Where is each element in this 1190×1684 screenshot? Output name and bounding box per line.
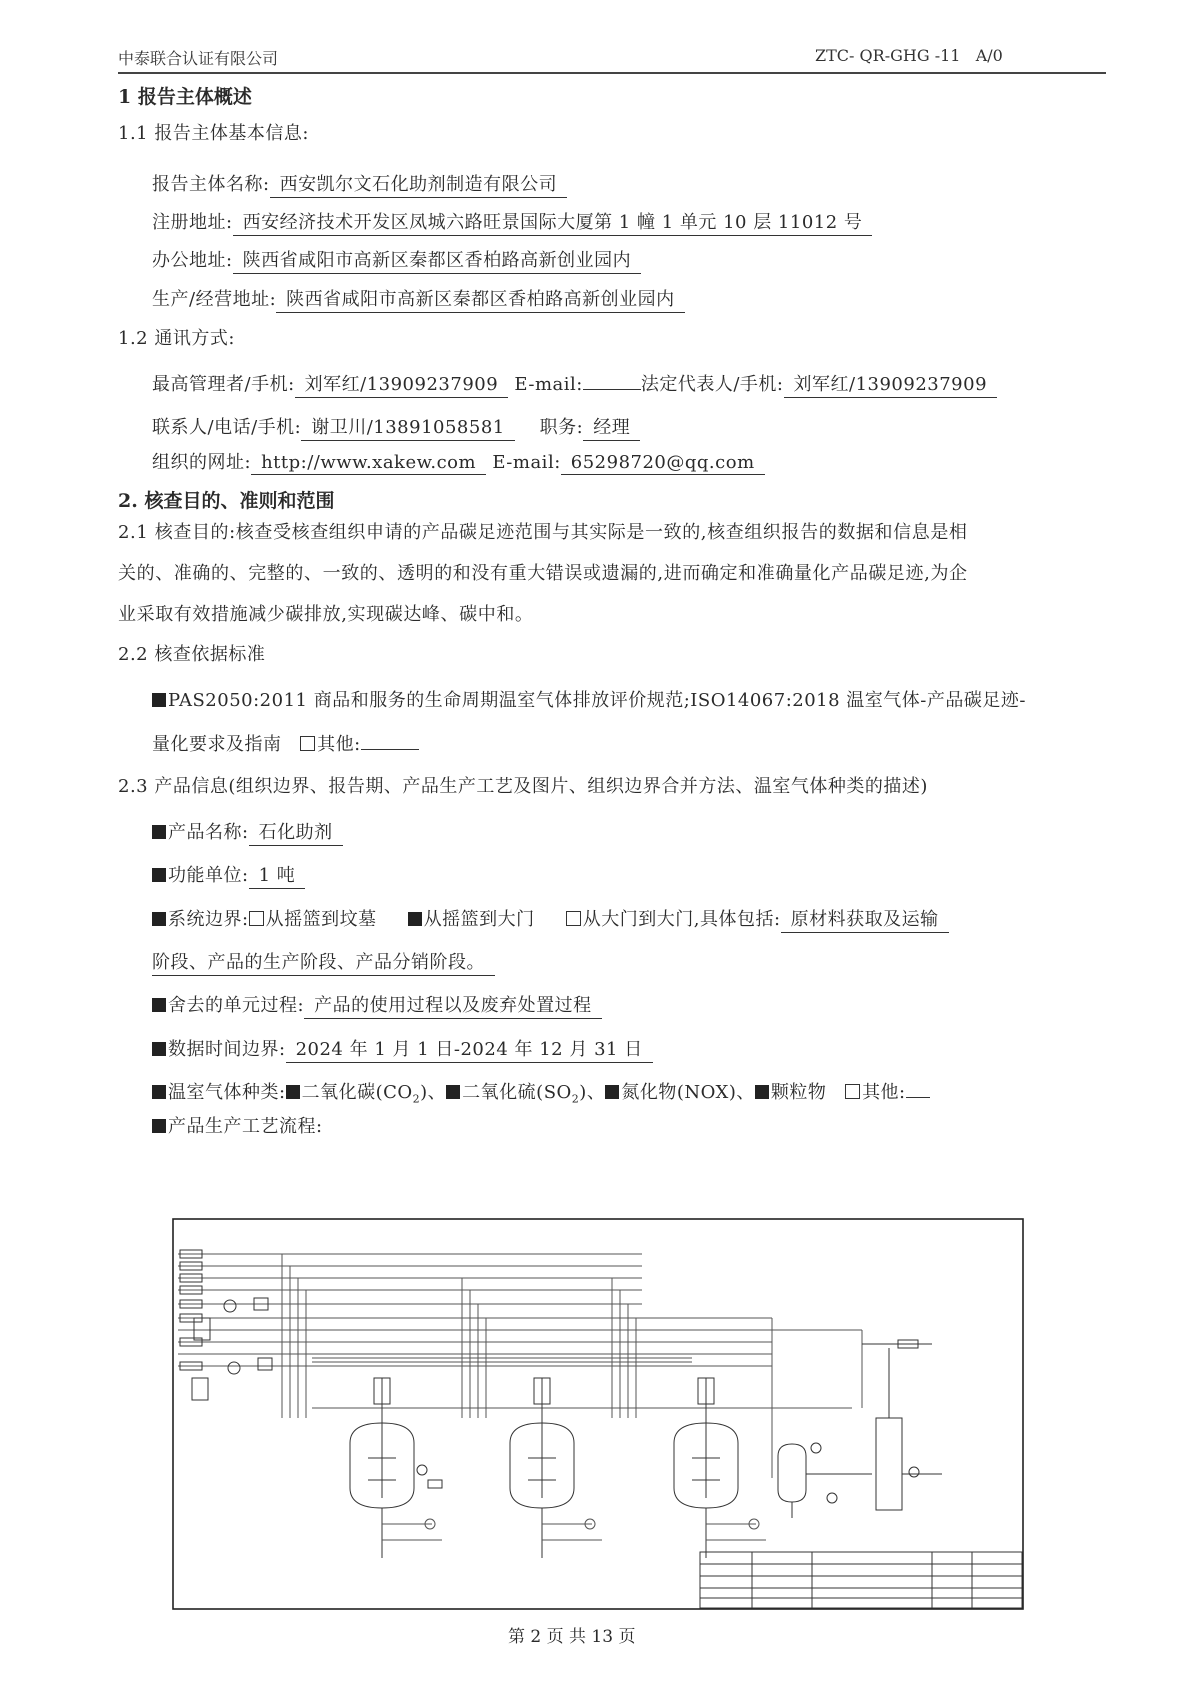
- unchecked-box-icon: [845, 1084, 860, 1099]
- entity-name-label: 报告主体名称:: [152, 174, 270, 195]
- checked-box-icon: [152, 998, 166, 1012]
- time-boundary-row: [152, 1035, 653, 1063]
- checked-box-icon: [152, 825, 166, 839]
- ghg-pm: 颗粒物: [770, 1082, 827, 1103]
- email2-value: 65298720@qq.com: [561, 452, 765, 475]
- duty-value: 经理: [583, 413, 640, 441]
- checked-box-icon: [286, 1085, 300, 1099]
- section-1-title: 1 报告主体概述: [118, 86, 252, 108]
- receiver-vessel: [778, 1443, 872, 1518]
- process-flow-diagram: [172, 1218, 1024, 1610]
- doc-code: [815, 46, 1003, 65]
- functional-unit-value: 1 吨: [249, 861, 306, 889]
- ghg-so2-close: ): [579, 1082, 587, 1103]
- contact-value: 谢卫川/13891058581: [301, 413, 515, 441]
- checked-box-icon: [605, 1085, 619, 1099]
- header-rule: [118, 72, 1106, 74]
- section-2-title: 2. 核查目的、准则和范围: [118, 490, 335, 512]
- email1-label: E-mail:: [514, 374, 583, 395]
- reactor-1: [350, 1378, 442, 1558]
- unchecked-box-icon: [249, 911, 264, 926]
- contact-row: [152, 413, 640, 441]
- website-row: [152, 448, 765, 475]
- ghg-label: 温室气体种类:: [168, 1082, 286, 1103]
- unchecked-box-icon: [300, 736, 315, 751]
- ghg-other-value: [906, 1096, 930, 1098]
- page-number: 第 2 页 共 13 页: [508, 1627, 636, 1647]
- system-boundary-label: 系统边界:: [168, 909, 249, 930]
- checked-box-icon: [446, 1085, 460, 1099]
- checked-box-icon: [152, 1085, 166, 1099]
- boundary-detail-1: 原材料获取及运输: [781, 905, 949, 933]
- product-name-label: 产品名称:: [168, 822, 249, 843]
- standard-other-label: 其他:: [317, 734, 361, 755]
- ghg-co2: 二氧化碳(CO: [301, 1082, 413, 1103]
- contact-label: 联系人/电话/手机:: [152, 417, 302, 438]
- section-1-2-title: 1.2 通讯方式:: [118, 328, 235, 349]
- ghg-so2: 二氧化硫(SO: [462, 1082, 572, 1103]
- manager-value: 刘军红/13909237909: [295, 370, 509, 398]
- ghg-row: 温室气体种类: 二氧化碳$(CO_2)$、 二氧化硫$(SO_2)$、 氮化物(NOX)、 颗粒物 其他:: [152, 1078, 930, 1106]
- reg-address-label: 注册地址:: [152, 212, 233, 233]
- reg-address-row: [152, 208, 872, 236]
- system-boundary-row-2: [152, 948, 495, 976]
- standard-other-value: [361, 748, 419, 750]
- standard-line-1: [152, 686, 1026, 712]
- excluded-process-row: [152, 991, 602, 1019]
- boundary-option-2: 从摇篮到大门: [423, 909, 535, 930]
- standard-text-1: PAS2050:2011 商品和服务的生命周期温室气体排放评价规范;ISO14067:2018 温室气体-产品碳足迹-: [168, 690, 1026, 711]
- email2-label: E-mail:: [492, 452, 561, 473]
- column: [862, 1340, 942, 1510]
- legal-rep-value: 刘军红/13909237909: [784, 370, 998, 398]
- ghg-nox: 氮化物(NOX): [621, 1082, 737, 1103]
- manager-label: 最高管理者/手机:: [152, 374, 295, 395]
- section-2-1-line-2: 关的、准确的、完整的、一致的、透明的和没有重大错误或遗漏的,进而确定和准确量化产品碳足迹,为企: [118, 563, 968, 584]
- legal-rep-label: 法定代表人/手机:: [640, 374, 784, 395]
- boundary-option-1: 从摇篮到坟墓: [265, 909, 377, 930]
- duty-label: 职务:: [539, 417, 584, 438]
- doc-code-text: ZTC- QR-GHG -11: [815, 46, 961, 65]
- checked-box-icon: [408, 912, 422, 926]
- excluded-process-value: 产品的使用过程以及废弃处置过程: [304, 991, 602, 1019]
- checked-box-icon: [152, 1119, 166, 1133]
- ghg-co2-close: ): [420, 1082, 428, 1103]
- section-2-3-title: 2.3 产品信息(组织边界、报告期、产品生产工艺及图片、组织边界合并方法、温室气体种类的描述): [118, 776, 928, 797]
- manager-row: [152, 370, 997, 398]
- entity-name-row: [152, 170, 567, 198]
- section-2-2-title: 2.2 核查依据标准: [118, 644, 266, 665]
- office-address-label: 办公地址:: [152, 250, 233, 271]
- checked-box-icon: [152, 912, 166, 926]
- prod-address-row: [152, 285, 685, 313]
- header-pipes: [178, 1254, 852, 1408]
- product-name-value: 石化助剂: [249, 818, 343, 846]
- section-1-1-title: 1.1 报告主体基本信息:: [118, 123, 309, 144]
- office-address-value: 陕西省咸阳市高新区秦都区香柏路高新创业园内: [233, 246, 642, 274]
- boundary-detail-2: 阶段、产品的生产阶段、产品分销阶段。: [152, 948, 495, 976]
- ghg-so2-sub: 2: [571, 1092, 580, 1106]
- time-boundary-value: 2024 年 1 月 1 日-2024 年 12 月 31 日: [286, 1035, 653, 1063]
- prod-address-label: 生产/经营地址:: [152, 289, 277, 310]
- title-block: [700, 1552, 1022, 1608]
- excluded-process-label: 舍去的单元过程:: [168, 995, 305, 1016]
- checked-box-icon: [755, 1085, 769, 1099]
- reactor-2: [510, 1378, 574, 1558]
- time-boundary-label: 数据时间边界:: [168, 1039, 286, 1060]
- website-value: http://www.xakew.com: [251, 452, 486, 475]
- feed-pumps: [192, 1298, 272, 1400]
- checked-box-icon: [152, 1042, 166, 1056]
- ghg-co2-sub: 2: [412, 1092, 421, 1106]
- inlet-stubs: [180, 1250, 202, 1370]
- standard-text-2: 量化要求及指南: [152, 734, 282, 755]
- reactor-3: [674, 1378, 738, 1558]
- reg-address-value: 西安经济技术开发区凤城六路旺景国际大厦第 1 幢 1 单元 10 层 11012 号: [233, 208, 873, 236]
- flow-title: 产品生产工艺流程:: [168, 1116, 323, 1137]
- checked-box-icon: [152, 868, 166, 882]
- entity-name-value: 西安凯尔文石化助剂制造有限公司: [270, 170, 568, 198]
- bottom-lines: [382, 1519, 766, 1540]
- section-2-1-line-3: 业采取有效措施减少碳排放,实现碳达峰、碳中和。: [118, 604, 534, 625]
- functional-unit-row: [152, 861, 305, 889]
- system-boundary-row: [152, 905, 949, 933]
- email1-value: [583, 388, 641, 390]
- standard-line-2: [152, 730, 419, 756]
- checked-box-icon: [152, 693, 166, 707]
- ghg-other-label: 其他:: [862, 1082, 906, 1103]
- functional-unit-label: 功能单位:: [168, 865, 249, 886]
- product-name-row: [152, 818, 343, 846]
- website-label: 组织的网址:: [152, 452, 252, 473]
- doc-version: A/0: [975, 46, 1003, 65]
- section-2-1-line-1: 2.1 核查目的:核查受核查组织申请的产品碳足迹范围与其实际是一致的,核查组织报告的数据和信息是相: [118, 522, 968, 543]
- company-name: 中泰联合认证有限公司: [118, 49, 279, 68]
- unchecked-box-icon: [566, 911, 581, 926]
- boundary-option-3: 从大门到大门,具体包括:: [582, 909, 781, 930]
- prod-address-value: 陕西省咸阳市高新区秦都区香柏路高新创业园内: [276, 285, 685, 313]
- office-address-row: [152, 246, 641, 274]
- flow-title-row: [152, 1112, 323, 1138]
- section-2-1-paragraph: [118, 512, 1108, 635]
